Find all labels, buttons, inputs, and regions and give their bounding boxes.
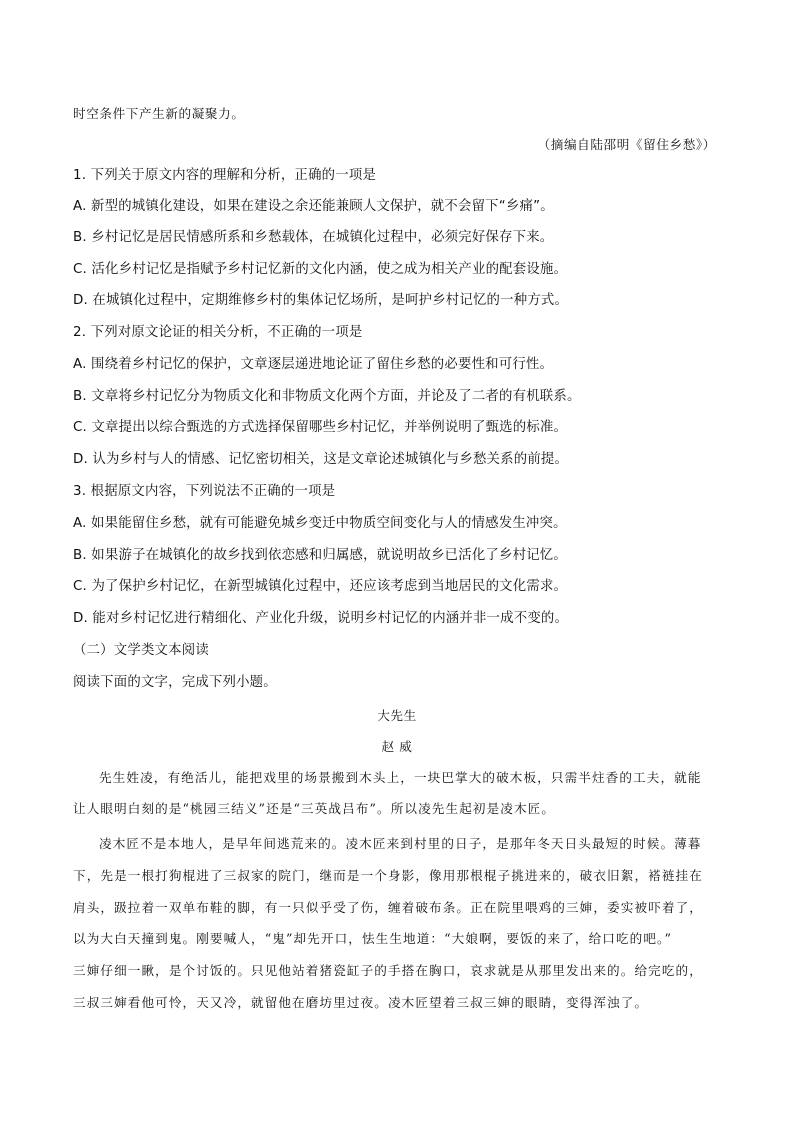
question-1-option-b: B. 乡村记忆是居民情感所系和乡愁载体，在城镇化过程中，必须完好保存下来。 [73,230,554,245]
section-heading: （二）文学类文本阅读 [73,643,209,658]
reading-instruction: 阅读下面的文字，完成下列小题。 [73,675,277,690]
story-line: 下，先是一根打狗棍进了三叔家的院门，继而是一个身影，像用那根棍子挑进来的，破衣旧絮，褡裢挂在 [73,868,703,883]
question-1-option-c: C. 活化乡村记忆是指赋予乡村记忆新的文化内涵，使之成为相关产业的配套设施。 [73,262,568,277]
question-2-option-d: D. 认为乡村与人的情感、记忆密切相关，这是文章论述城镇化与乡愁关系的前提。 [73,452,569,467]
question-3-option-d: D. 能对乡村记忆进行精细化、产业化升级，说明乡村记忆的内涵并非一成不变的。 [73,611,569,626]
question-2-option-b: B. 文章将乡村记忆分为物质文化和非物质文化两个方面，并论及了二者的有机联系。 [73,389,581,404]
story-line: 让人眼明白刻的是“桃园三结义”还是“三英战吕布”。所以凌先生起初是凌木匠。 [73,801,556,816]
story-line: 以为大白天撞到鬼。刚要喊人，“鬼”却先开口，怯生生地道：“大娘啊，要饭的来了，给口吃的吧。” [73,931,672,946]
question-2-option-a: A. 围绕着乡村记忆的保护，文章逐层递进地论证了留住乡愁的必要性和可行性。 [73,357,554,372]
story-title: 大先生 [377,708,417,723]
story-line: 三叔三婶看他可怜，天又冷，就留他在磨坊里过夜。凌木匠望着三叔三婶的眼睛，变得浑浊了。 [73,995,649,1010]
question-1-stem: 1. 下列关于原文内容的理解和分析，正确的一项是 [73,168,377,183]
question-3-stem: 3. 根据原文内容，下列说法不正确的一项是 [73,484,336,499]
question-3-option-a: A. 如果能留住乡愁，就有可能避免城乡变迁中物质空间变化与人的情感发生冲突。 [73,516,567,531]
question-3-option-c: C. 为了保护乡村记忆，在新型城镇化过程中，还应该考虑到当地居民的文化需求。 [73,579,568,594]
intro-tail-text: 时空条件下产生新的凝聚力。 [73,106,245,121]
story-author: 赵 威 [381,739,413,754]
question-1-option-d: D. 在城镇化过程中，定期维修乡村的集体记忆场所，是呵护乡村记忆的一种方式。 [73,293,569,308]
story-line: 肩头，趿拉着一双单布鞋的脚，有一只似乎受了伤，缠着破布条。正在院里喂鸡的三婶，委实被吓着了， [73,900,703,915]
story-line: 三婶仔细一瞅，是个讨饭的。只见他站着猪瓷缸子的手搭在胸口，哀求就是从那里发出来的。给完吃的， [73,963,703,978]
story-line: 先生姓凌，有绝活儿，能把戏里的场景搬到木头上，一块巴掌大的破木板，只需半炷香的工夫，就能 [99,770,702,785]
story-line: 凌木匠不是本地人，是早年间逃荒来的。凌木匠来到村里的日子，是那年冬天日头最短的时候。薄暮 [99,836,702,851]
question-2-option-c: C. 文章提出以综合甄选的方式选择保留哪些乡村记忆，并举例说明了甄选的标准。 [73,420,568,435]
question-2-stem: 2. 下列对原文论证的相关分析，不正确的一项是 [73,325,363,340]
source-citation: （摘编自陆邵明《留住乡愁》） [537,137,716,152]
question-1-option-a: A. 新型的城镇化建设，如果在建设之余还能兼顾人文保护，就不会留下“乡痛”。 [73,199,554,214]
question-3-option-b: B. 如果游子在城镇化的故乡找到依恋感和归属感，就说明故乡已活化了乡村记忆。 [73,548,567,563]
